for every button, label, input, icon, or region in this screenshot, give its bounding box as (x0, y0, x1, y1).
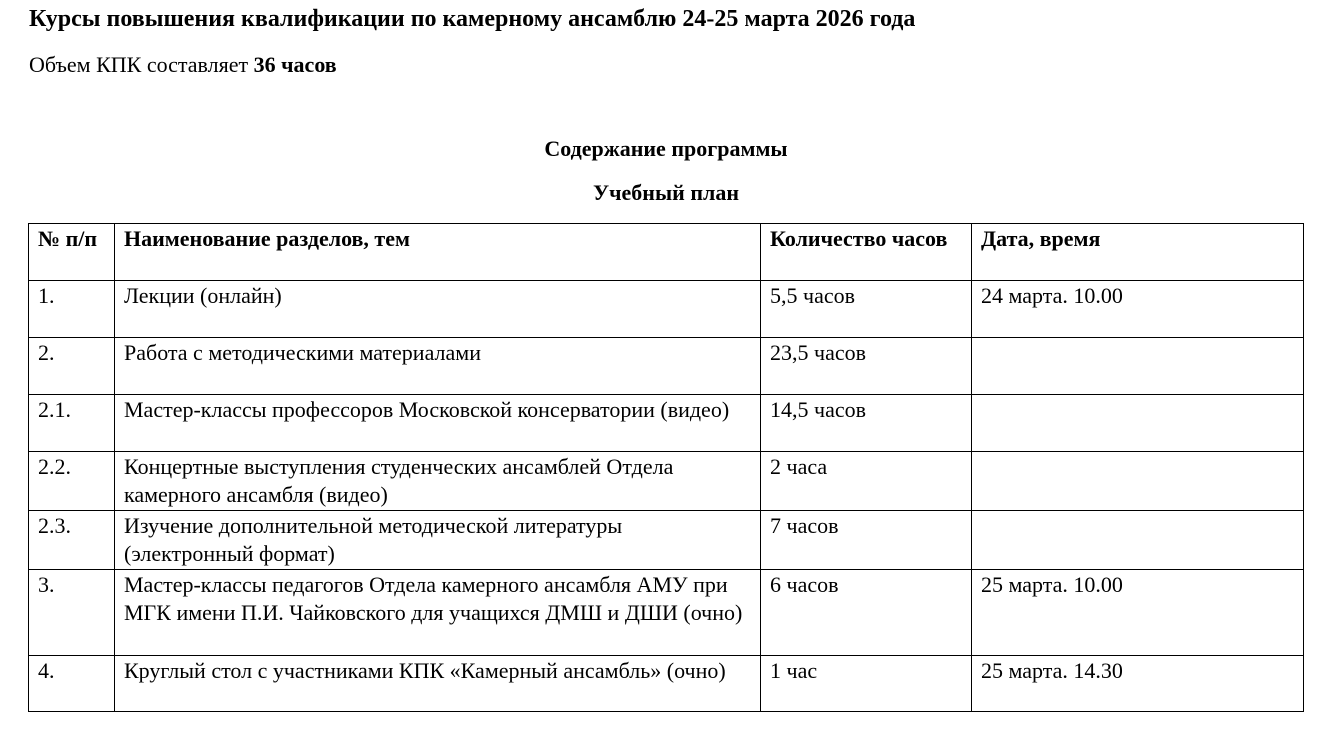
course-volume (29, 51, 337, 79)
row-hours: 2 часа (761, 452, 972, 511)
row-datetime (972, 395, 1304, 452)
row-name: Лекции (онлайн) (115, 281, 761, 338)
row-hours: 6 часов (761, 570, 972, 656)
row-hours: 7 часов (761, 511, 972, 570)
row-datetime (972, 338, 1304, 395)
table-row (29, 395, 1304, 452)
row-number: 1. (29, 281, 115, 338)
row-number: 2.3. (29, 511, 115, 570)
row-datetime: 24 марта. 10.00 (972, 281, 1304, 338)
row-name: Мастер-классы профессоров Московской консерватории (видео) (115, 395, 761, 452)
row-name: Мастер-классы педагогов Отдела камерного ансамбля АМУ при МГК имени П.И. Чайковского для учащихся ДМШ и ДШИ (очно) (115, 570, 761, 656)
header-datetime: Дата, время (972, 224, 1304, 281)
row-datetime: 25 марта. 10.00 (972, 570, 1304, 656)
table-row (29, 281, 1304, 338)
table-row (29, 511, 1304, 570)
page-title: Курсы повышения квалификации по камерному ансамблю 24-25 марта 2026 года (29, 6, 916, 32)
row-name: Работа с методическими материалами (115, 338, 761, 395)
row-number: 3. (29, 570, 115, 656)
row-hours: 23,5 часов (761, 338, 972, 395)
course-volume-value: 36 часов (253, 52, 337, 77)
header-hours: Количество часов (761, 224, 972, 281)
row-datetime (972, 511, 1304, 570)
row-datetime: 25 марта. 14.30 (972, 656, 1304, 712)
row-hours: 5,5 часов (761, 281, 972, 338)
row-name: Концертные выступления студенческих ансамблей Отдела камерного ансамбля (видео) (115, 452, 761, 511)
table-row (29, 570, 1304, 656)
row-hours: 1 час (761, 656, 972, 712)
table-header-row (29, 224, 1304, 281)
table-row (29, 338, 1304, 395)
row-number: 2.2. (29, 452, 115, 511)
row-hours: 14,5 часов (761, 395, 972, 452)
header-name: Наименование разделов, тем (115, 224, 761, 281)
row-name: Круглый стол с участниками КПК «Камерный ансамбль» (очно) (115, 656, 761, 712)
header-number: № п/п (29, 224, 115, 281)
course-volume-label: Объем КПК составляет (29, 52, 249, 77)
program-heading: Содержание программы (544, 136, 788, 161)
row-number: 2. (29, 338, 115, 395)
table-row (29, 452, 1304, 511)
row-datetime (972, 452, 1304, 511)
table-row (29, 656, 1304, 712)
plan-heading: Учебный план (592, 180, 740, 205)
row-name: Изучение дополнительной методической литературы (электронный формат) (115, 511, 761, 570)
curriculum-table (28, 223, 1304, 712)
row-number: 4. (29, 656, 115, 712)
row-number: 2.1. (29, 395, 115, 452)
